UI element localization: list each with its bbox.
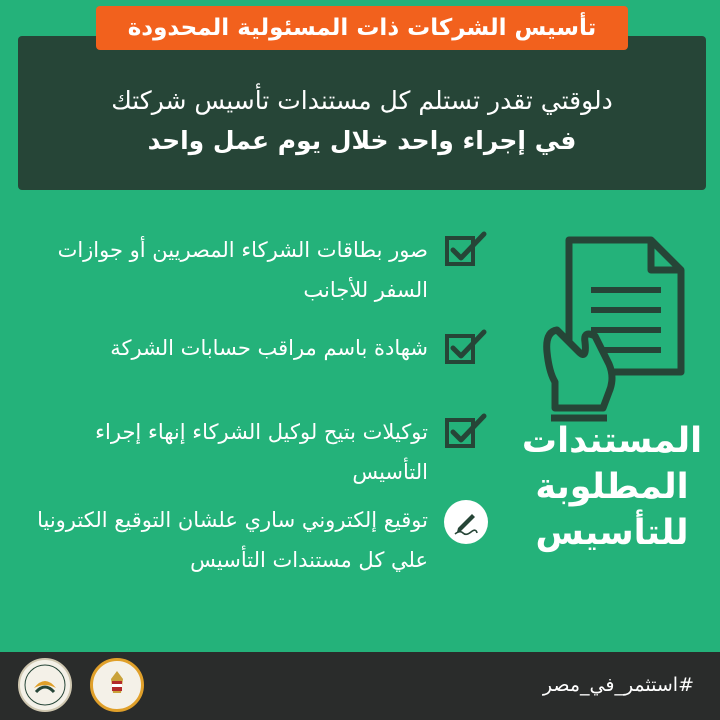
banner-line-1: دلوقتي تقدر تستلم كل مستندات تأسيس شركتك bbox=[111, 86, 613, 115]
list-item bbox=[24, 328, 494, 372]
list-item-text: توقيع إلكتروني ساري علشان التوقيع الكترونيا علي كل مستندات التأسيس bbox=[37, 508, 428, 572]
gafi-logo bbox=[18, 658, 72, 712]
list-item-text: شهادة باسم مراقب حسابات الشركة bbox=[110, 336, 428, 360]
list-item-text: صور بطاقات الشركاء المصريين أو جوازات السفر للأجانب bbox=[57, 238, 428, 302]
footer-hashtag: #استثمر_في_مصر bbox=[542, 674, 694, 696]
document-hand-icon bbox=[535, 232, 695, 428]
side-title: المستندات المطلوبة للتأسيس bbox=[521, 421, 703, 553]
list-item bbox=[24, 412, 494, 492]
banner-line-2: في إجراء واحد خلال يوم عمل واحد bbox=[147, 126, 577, 155]
list-item bbox=[24, 500, 494, 580]
checkbox-check-icon bbox=[438, 412, 494, 456]
list-item bbox=[24, 230, 494, 310]
pen-signature-icon bbox=[444, 500, 488, 544]
checkbox-check-icon bbox=[438, 328, 494, 372]
page-title: تأسيس الشركات ذات المسئولية المحدودة bbox=[96, 6, 628, 50]
checkbox-check-icon bbox=[438, 230, 494, 274]
ministry-emblem-logo bbox=[90, 658, 144, 712]
list-item-text: توكيلات بتيح لوكيل الشركاء إنهاء إجراء التأسيس bbox=[95, 420, 428, 484]
